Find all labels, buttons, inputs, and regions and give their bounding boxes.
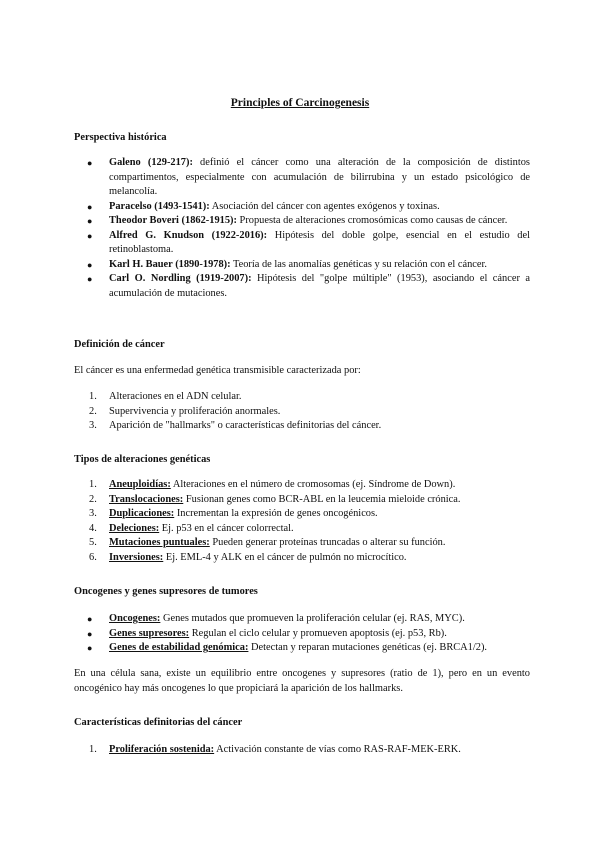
list-item: ● Paracelso (1493-1541): Asociación del cáncer con agentes exógenos y toxinas.: [0, 200, 530, 215]
list-item: 1. Aneuploidías: Alteraciones en el número de cromosomas (ej. Síndrome de Down).: [89, 479, 456, 490]
bullet-icon: ●: [87, 628, 93, 639]
list-item: ● Alfred G. Knudson (1922-2016): Hipótesis del doble golpe, esencial en el estudio del retinoblastoma.: [87, 229, 530, 255]
definicion-intro: El cáncer es una enfermedad genética transmisible caracterizada por:: [74, 365, 361, 376]
list-item: 3. Aparición de "hallmarks" o características definitorias del cáncer.: [89, 420, 382, 431]
list-item: ● Theodor Boveri (1862-1915): Propuesta de alteraciones cromosómicas como causas de cáncer.: [0, 214, 530, 229]
page-title: Principles of Carcinogenesis: [230, 97, 370, 109]
heading-tipos: Tipos de alteraciones genéticas: [74, 454, 211, 465]
list-item: 1. Proliferación sostenida: Activación constante de vías como RAS-RAF-MEK-ERK.: [89, 744, 461, 755]
bullet-icon: ●: [87, 216, 93, 226]
bullet-icon: ●: [87, 274, 93, 284]
list-item: 1. Alteraciones en el ADN celular.: [89, 391, 242, 402]
bullet-icon: ●: [87, 230, 93, 241]
historia-list: [0, 156, 600, 301]
bullet-icon: ●: [87, 259, 93, 270]
list-item: ● Oncogenes: Genes mutados que promueven la proliferación celular (ej. RAS, MYC).: [0, 612, 530, 627]
list-item: 4. Deleciones: Ej. p53 en el cáncer colorrectal.: [89, 522, 294, 534]
list-item: ● Galeno (129-217): definió el cáncer como una alteración de la composición de distintos compartimentos, especialmente con acumulación de bilirrubina y un estado psicológico de melancolía.: [87, 157, 530, 197]
bullet-icon: ●: [87, 158, 93, 168]
bullet-icon: ●: [87, 201, 93, 212]
bullet-icon: ●: [87, 614, 93, 624]
list-item: ● Genes de estabilidad genómica: Detectan y reparan mutaciones genéticas (ej. BRCA1/2).: [0, 641, 530, 656]
heading-caracteristicas: Características definitorias del cáncer: [74, 717, 243, 728]
definicion-list: [0, 390, 600, 434]
caracteristicas-list: [0, 743, 600, 758]
oncogenes-list: [0, 612, 600, 656]
heading-historia: Perspectiva histórica: [74, 132, 167, 143]
list-item: 6. Inversiones: Ej. EML-4 y ALK en el cáncer de pulmón no microcítico.: [89, 551, 407, 563]
list-item: ● Karl H. Bauer (1890-1978): Teoría de las anomalías genéticas y su relación con el cáncer.: [0, 258, 530, 273]
list-item: 3. Duplicaciones: Incrementan la expresión de genes oncogénicos.: [89, 508, 378, 519]
list-item: ● Carl O. Nordling (1919-2007): Hipótesis del "golpe múltiple" (1953), asociando el cáncer a acumulación de mutaciones.: [87, 273, 530, 299]
heading-oncogenes: Oncogenes y genes supresores de tumores: [74, 586, 258, 597]
list-item: 5. Mutaciones puntuales: Pueden generar proteínas truncadas o alterar su función.: [89, 537, 446, 548]
list-item: 2. Translocaciones: Fusionan genes como BCR-ABL en la leucemia mieloide crónica.: [89, 493, 461, 505]
list-item: 2. Supervivencia y proliferación anormales.: [89, 405, 281, 417]
heading-definicion: Definición de cáncer: [74, 339, 165, 350]
bullet-icon: ●: [87, 643, 93, 653]
oncogenes-paragraph: En una célula sana, existe un equilibrio entre oncogenes y supresores (ratio de 1), pero en un evento oncogénico hay más oncogenes lo que propiciará la aparición de los hallmarks.: [74, 668, 530, 694]
list-item: ● Genes supresores: Regulan el ciclo celular y promueven apoptosis (ej. p53, Rb).: [0, 627, 530, 642]
tipos-list: [0, 478, 600, 565]
